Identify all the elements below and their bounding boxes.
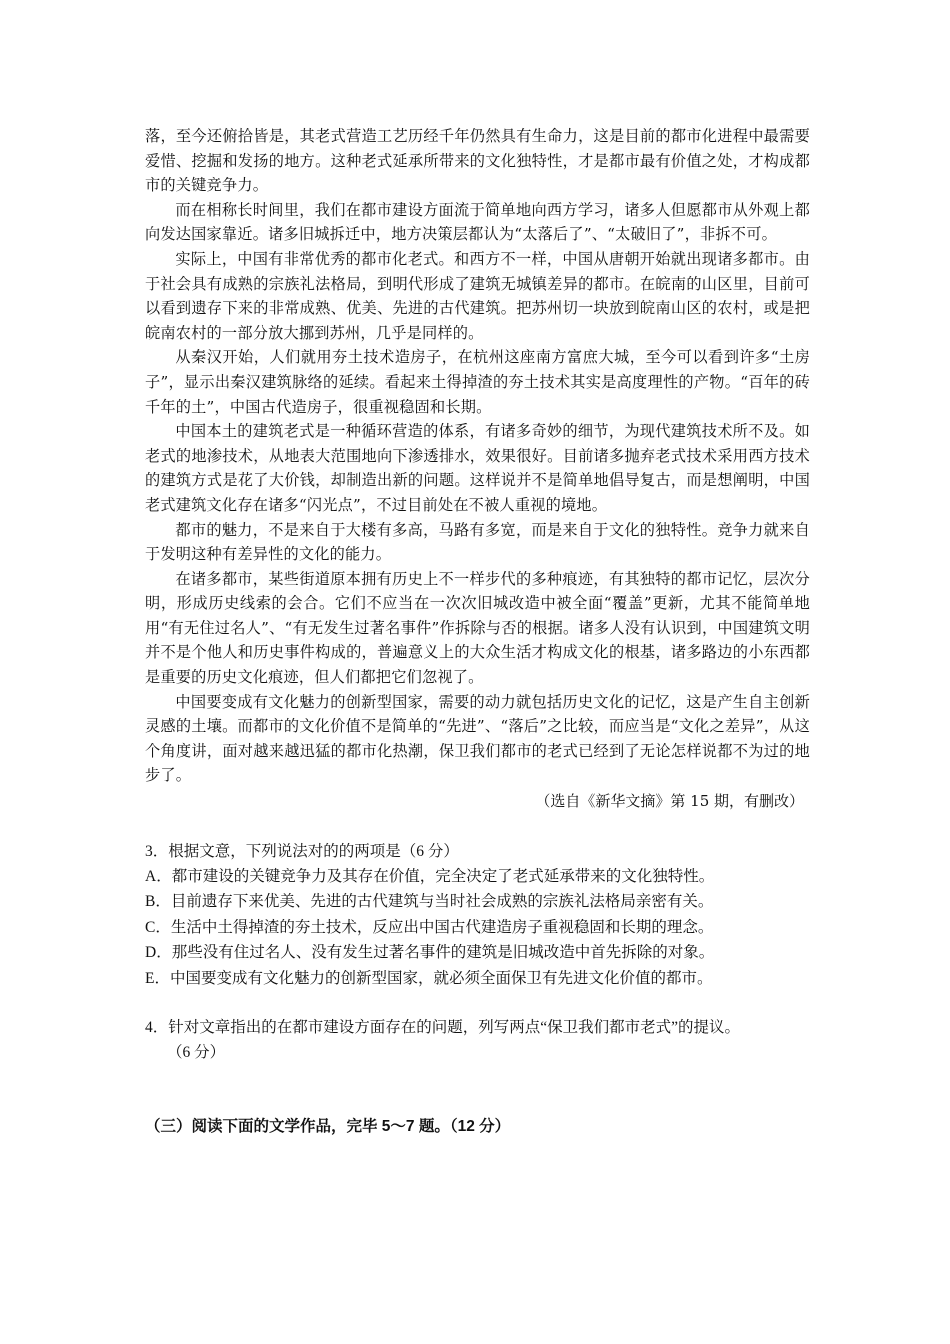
passage-paragraph-2: 而在相称长时间里，我们在都市建设方面流于简单地向西方学习，诸多人但愿都市从外观上都向发达国家靠近。诸多旧城拆迁中，地方决策层都认为“太落后了”、“太破旧了”，非拆不可。 <box>145 200 810 244</box>
passage-paragraph-1: 落，至今还俯拾皆是，其老式营造工艺历经千年仍然具有生命力，这是目前的都市化进程中最需要爱惜、挖掘和发扬的地方。这种老式延承所带来的文化独特性，才是都市最有价值之处，才构成都市的关键竞争力。 <box>145 127 810 195</box>
question-3-option-d: D．那些没有住过名人、没有发生过著名事件的建筑是旧城改造中首先拆除的对象。 <box>145 944 715 962</box>
question-3-stem: 3．根据文意，下列说法对的的两项是（6 分） <box>145 842 459 860</box>
passage-source: （选自《新华文摘》第 15 期，有删改） <box>535 792 804 811</box>
question-3-option-e: E．中国要变成有文化魅力的创新型国家，就必须全面保卫有先进文化价值的都市。 <box>145 969 713 987</box>
passage-paragraph-7: 在诸多都市，某些街道原本拥有历史上不一样步代的多种痕迹，有其独特的都市记忆，层次分明，形成历史线索的会合。它们不应当在一次次旧城改造中被全面“覆盖”更新，尤其不能简单地用“有无住过名人”、“有无发生过著名事件”作拆除与否的根据。诸多人没有认识到，中国建筑文明并不是个他人和历史事件构成的，普遍意义上的大众生活才构成文化的根基，诸多路边的小东西都是重要的历史文化痕迹，但人们都把它们忽视了。 <box>145 569 810 687</box>
passage-paragraph-8: 中国要变成有文化魅力的创新型国家，需要的动力就包括历史文化的记忆，这是产生自主创新灵感的土壤。而都市的文化价值不是简单的“先进”、“落后”之比较，而应当是“文化之差异”，从这个角度讲，面对越来越迅猛的都市化热潮，保卫我们都市的老式已经到了无论怎样说都不为过的地步了。 <box>145 692 810 785</box>
question-4-points: （6 分） <box>167 1044 226 1062</box>
section-heading: （三）阅读下面的文学作品，完毕 5～7 题。（12 分） <box>145 1117 511 1135</box>
passage-paragraph-6: 都市的魅力，不是来自于大楼有多高，马路有多宽，而是来自于文化的独特性。竞争力就来自于发明这种有差异性的文化的能力。 <box>145 520 810 564</box>
passage-paragraph-5: 中国本土的建筑老式是一种循环营造的体系，有诸多奇妙的细节，为现代建筑技术所不及。如老式的地渗技术，从地表大范围地向下渗透排水，效果很好。目前诸多抛弃老式技术采用西方技术的建筑方式是花了大价钱，却制造出新的问题。这样说并不是简单地倡导复古，而是想阐明，中国老式建筑文化存在诸多“闪光点”，不过目前处在不被人重视的境地。 <box>145 422 810 514</box>
question-3-option-a: A．都市建设的关键竞争力及其存在价值，完全决定了老式延承带来的文化独特性。 <box>145 868 715 886</box>
question-3-option-b: B．目前遗存下来优美、先进的古代建筑与当时社会成熟的宗族礼法格局亲密有关。 <box>145 893 714 911</box>
question-4-stem: 4．针对文章指出的在都市建设方面存在的问题，列写两点“保卫我们都市老式”的提议。 <box>145 1019 741 1037</box>
question-block <box>145 839 810 1066</box>
passage-paragraph-3: 实际上，中国有非常优秀的都市化老式。和西方不一样，中国从唐朝开始就出现诸多都市。由于社会具有成熟的宗族礼法格局，到明代形成了建筑无城镇差异的都市。在皖南的山区里，目前可以看到遗存下来的非常成熟、优美、先进的古代建筑。把苏州切一块放到皖南山区的农村，或是把皖南农村的一部分放大挪到苏州，几乎是同样的。 <box>145 249 810 342</box>
passage-paragraph-4: 从秦汉开始，人们就用夯土技术造房子，在杭州这座南方富庶大城，至今可以看到许多“土房子”，显示出秦汉建筑脉络的延续。看起来土得掉渣的夯土技术其实是高度理性的产物。“百年的砖千年的土”，中国古代造房子，很重视稳固和长期。 <box>145 348 810 416</box>
reading-passage <box>145 124 810 814</box>
question-3-option-c: C．生活中土得掉渣的夯土技术，反应出中国古代建造房子重视稳固和长期的理念。 <box>145 918 714 936</box>
document-page <box>145 124 810 1139</box>
